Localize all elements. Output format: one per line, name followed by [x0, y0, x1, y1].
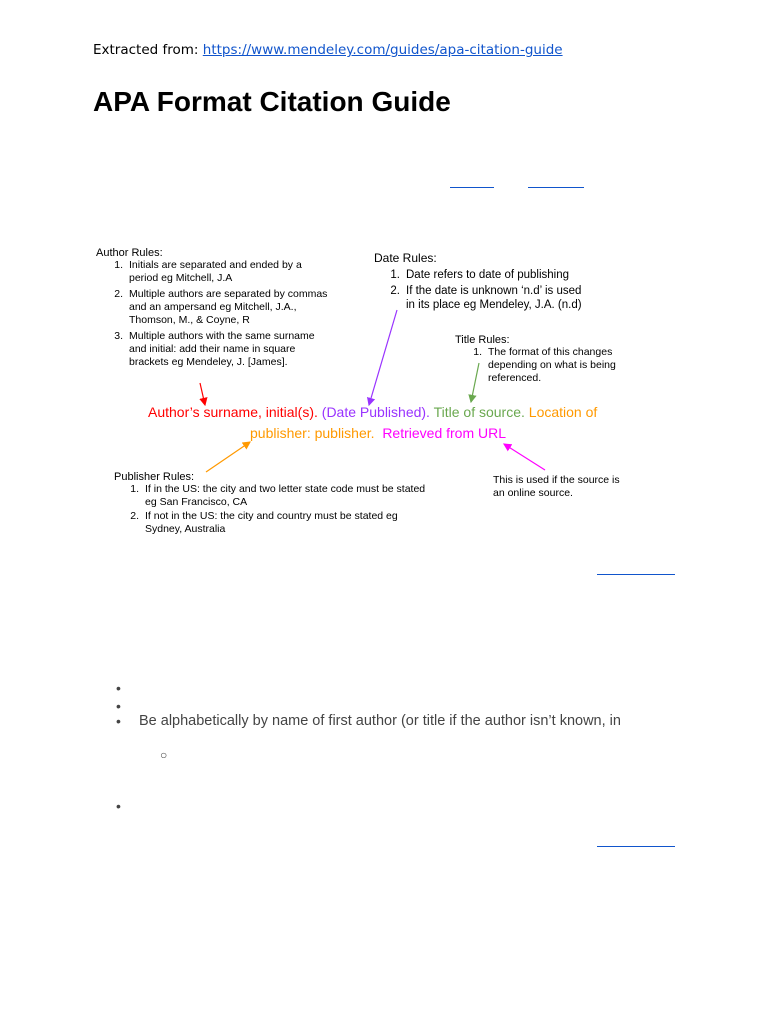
citation-publisher: publisher: publisher.	[250, 425, 375, 441]
date-rules	[374, 251, 634, 312]
citation-title: Title of source.	[433, 404, 525, 420]
url-arrow	[504, 444, 545, 470]
rule-line: eg San Francisco, CA	[145, 496, 248, 508]
rule-line: and an ampersand eg Mitchell, J.A.,	[129, 301, 297, 313]
rule-line: If in the US: the city and two letter state code must be stated	[145, 483, 426, 495]
date-rules-list	[390, 268, 634, 312]
publisher-rules-list	[130, 483, 474, 536]
list-bullet: •	[116, 798, 121, 814]
title-rules-title: Title Rules:	[455, 334, 510, 346]
title-rule-1	[473, 346, 655, 385]
source-line	[93, 42, 563, 58]
citation-url: Retrieved from URL	[382, 425, 507, 441]
rule-line: Initials are separated and ended by a	[129, 259, 302, 271]
rule-line: in its place eg Mendeley, J.A. (n.d)	[406, 299, 582, 311]
citation-line-1	[148, 404, 597, 420]
link-underline[interactable]	[597, 574, 675, 575]
citation-location: Location of	[528, 404, 598, 420]
publisher-arrow	[206, 442, 250, 472]
rule-line: brackets eg Mendeley, J. [James].	[129, 356, 288, 368]
list-bullet: •	[116, 680, 121, 696]
date-rules-title: Date Rules:	[374, 251, 437, 265]
author-rules-list	[114, 259, 356, 369]
list-bullet: •	[116, 698, 121, 714]
date-rule-1	[390, 268, 634, 282]
rule-line: Thomson, M., & Coyne, R	[129, 314, 250, 326]
rule-number: 2.	[114, 288, 123, 300]
rule-number: 1.	[130, 483, 139, 495]
author-rules	[96, 247, 356, 369]
apa-citation-diagram	[90, 238, 690, 543]
source-link[interactable]: https://www.mendeley.com/guides/apa-citation-guide	[202, 42, 563, 58]
list-item-text: Be alphabetically by name of first author (or title if the author isn’t known, in	[139, 713, 621, 729]
rule-line: referenced.	[488, 372, 542, 384]
rule-line: Multiple authors with the same surname	[129, 330, 315, 342]
rule-number: 2.	[130, 510, 139, 522]
publisher-rules-title: Publisher Rules:	[114, 471, 195, 483]
citation-date: (Date Published).	[321, 404, 430, 420]
citation-line-2	[250, 425, 506, 441]
author-rules-title: Author Rules:	[96, 247, 163, 259]
rule-line: depending on what is being	[488, 359, 616, 371]
publisher-rule-2	[130, 510, 474, 536]
rule-number: 3.	[114, 330, 123, 342]
rule-line: If not in the US: the city and country must be stated eg	[145, 510, 398, 522]
title-rules-list	[473, 346, 655, 385]
publisher-rules	[114, 471, 474, 536]
rule-line: Sydney, Australia	[145, 523, 226, 535]
rule-number: 1.	[390, 269, 400, 281]
rule-number: 2.	[390, 285, 400, 297]
date-arrow	[369, 310, 397, 405]
author-rule-1	[114, 259, 356, 285]
link-underline[interactable]	[450, 187, 494, 188]
page-title: APA Format Citation Guide	[93, 86, 451, 117]
publisher-rule-1	[130, 483, 474, 509]
rule-line: If the date is unknown ‘n.d’ is used	[406, 285, 582, 297]
rule-line: and initial: add their name in square	[129, 343, 296, 355]
rule-line: The format of this changes	[488, 346, 613, 358]
url-note	[493, 474, 683, 500]
rule-number: 1.	[114, 259, 123, 271]
link-underline[interactable]	[528, 187, 584, 188]
link-underline[interactable]	[597, 846, 675, 847]
rule-line: Date refers to date of publishing	[406, 269, 570, 281]
author-rule-2	[114, 288, 356, 327]
url-note-line: an online source.	[493, 487, 573, 499]
rule-line: Multiple authors are separated by commas	[129, 288, 328, 300]
author-rule-3	[114, 330, 356, 369]
rule-number: 1.	[473, 346, 482, 358]
rule-line: period eg Mitchell, J.A	[129, 272, 233, 284]
title-rules	[455, 334, 655, 385]
date-rule-2	[390, 284, 634, 312]
sub-list-bullet: ○	[160, 748, 168, 762]
citation-author: Author’s surname, initial(s).	[148, 404, 318, 420]
source-prefix: Extracted from:	[93, 42, 203, 58]
author-arrow	[200, 383, 205, 405]
list-bullet: •	[116, 713, 121, 729]
url-note-line: This is used if the source is	[493, 474, 620, 486]
